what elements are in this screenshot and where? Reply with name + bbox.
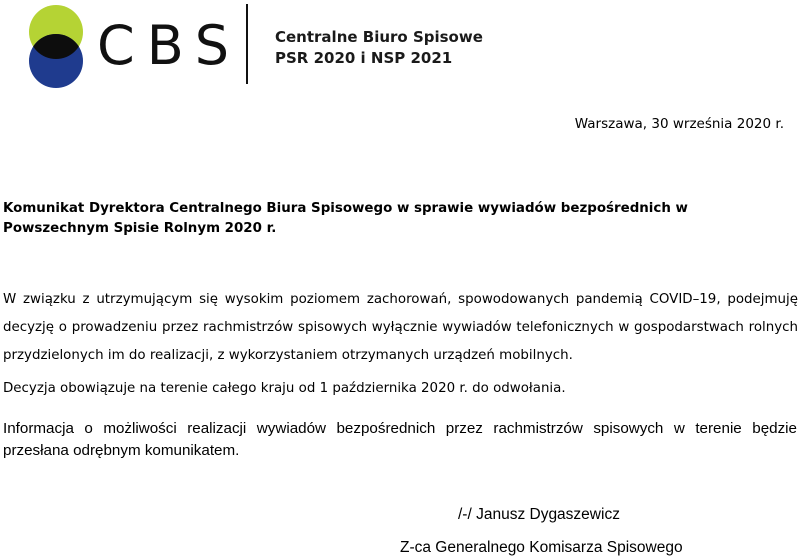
date-line: Warszawa, 30 września 2020 r. xyxy=(574,116,784,132)
logo-wordmark: CBS xyxy=(97,14,242,77)
body-paragraph-2: Decyzja obowiązuje na terenie całego kraju od 1 października 2020 r. do odwołania. xyxy=(3,381,566,396)
signature-role: Z-ca Generalnego Komisarza Spisowego xyxy=(400,539,683,556)
body-paragraph-1: W związku z utrzymującym się wysokim poziomem zachorowań, spowodowanych pandemią COVID–19, podejmuję decyzję o prowadzeniu przez rachmistrzów spisowych wyłącznie wywiadów telefonicznych w gospodarstwach rolnych przydzielonych im do realizacji, z wykorzystaniem otrzymanych urządzeń mobilnych. xyxy=(3,292,798,363)
cbs-logo-icon xyxy=(28,4,84,88)
organization-subtitle: PSR 2020 i NSP 2021 xyxy=(275,49,453,67)
organization-block xyxy=(275,27,483,69)
logo-divider xyxy=(246,4,248,84)
body-paragraph-3: Informacja o możliwości realizacji wywiadów bezpośrednich przez rachmistrzów spisowych w terenie będzie przesłana odrębnym komunikatem. xyxy=(3,420,797,459)
signature-name: /-/ Janusz Dygaszewicz xyxy=(458,506,620,523)
announcement-title: Komunikat Dyrektora Centralnego Biura Spisowego w sprawie wywiadów bezpośrednich w Powszechnym Spisie Rolnym 2020 r. xyxy=(3,201,688,236)
organization-name: Centralne Biuro Spisowe xyxy=(275,28,483,46)
